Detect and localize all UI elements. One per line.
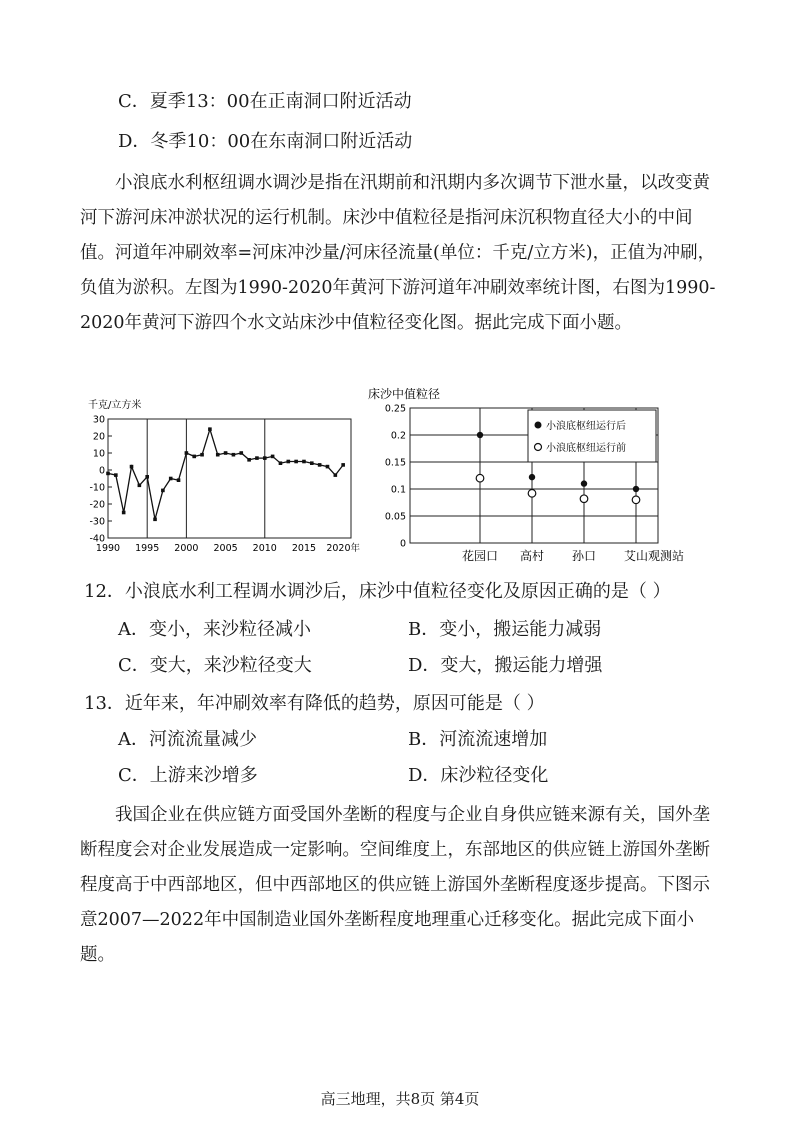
passage-2 [80, 798, 724, 973]
left-data-point [122, 511, 126, 515]
left-data-point [326, 465, 330, 469]
after-operation-point [581, 480, 587, 486]
right-xtick-label: 高村 [519, 549, 545, 563]
left-data-point [302, 460, 306, 464]
q13-option-d[interactable]: D．床沙粒径变化 [408, 765, 549, 786]
left-data-point [192, 455, 196, 459]
left-ytick-label: -40 [89, 533, 105, 545]
question-12-stem: 12．小浪底水利工程调水调沙后，床沙中值粒径变化及原因正确的是（ ） [84, 581, 671, 602]
left-data-point [114, 473, 118, 477]
q13-option-b[interactable]: B．河流流速增加 [408, 729, 548, 750]
left-data-point [318, 463, 322, 467]
q13-option-c[interactable]: C．上游来沙增多 [118, 765, 258, 786]
after-operation-point [633, 486, 639, 492]
right-chart-legend [528, 410, 656, 462]
right-ytick-label: 0.05 [384, 511, 406, 523]
right-ytick-label: 0 [399, 538, 406, 550]
left-data-point [286, 460, 290, 464]
before-operation-point [632, 496, 640, 504]
left-data-point [208, 427, 212, 431]
legend-after-label: 小浪底枢纽运行后 [546, 421, 626, 432]
right-ytick-label: 0.25 [384, 403, 406, 415]
left-xtick-label: 1995 [135, 543, 160, 554]
left-data-point [145, 475, 149, 479]
left-ytick-label: 10 [92, 448, 105, 460]
left-xtick-label: 1990 [95, 543, 121, 554]
q12-option-b[interactable]: B．变小，搬运能力减弱 [408, 619, 602, 640]
left-data-point [271, 455, 275, 459]
left-ytick-label: -30 [89, 516, 105, 528]
passage-1-text: 小浪底水利枢纽调水调沙是指在汛期前和汛期内多次调节下泄水量，以改变黄河下游河床冲淤状况的运行机制。床沙中值粒径是指河床沉积物直径大小的中间值。河道年冲刷效率=河床冲沙量/河床径流量(单位：千克/立方米)，正值为冲刷，负值为淤积。左图为1990-2020年黄河下游河道年冲刷效率统计图，右图为1990-2020年黄河下游四个水文站床沙中值粒径变化图。据此完成下面小题。 [80, 173, 716, 333]
passage-2-text: 我国企业在供应链方面受国外垄断的程度与企业自身供应链来源有关，国外垄断程度会对企业发展造成一定影响。空间维度上，东部地区的供应链上游国外垄断程度高于中西部地区，但中西部地区的供应链上游国外垄断程度逐步提高。下图示意2007—2022年中国制造业国外垄断程度地理重心迁移变化。据此完成下面小题。 [80, 805, 710, 965]
left-chart-series-line [108, 429, 343, 519]
option-c-prev: C．夏季13：00在正南洞口附近活动 [118, 91, 412, 112]
right-xtick-label: 孙口 [571, 549, 597, 563]
right-ytick-label: 0.15 [384, 457, 406, 469]
left-ytick-label: 0 [98, 465, 105, 477]
left-data-point [138, 484, 142, 488]
left-data-point [232, 453, 236, 457]
left-data-point [255, 456, 259, 460]
after-operation-point [529, 474, 535, 480]
q12-option-a[interactable]: A．变小，来沙粒径减小 [118, 619, 311, 640]
after-operation-point [477, 432, 483, 438]
left-ytick-label: 20 [92, 431, 105, 443]
left-data-point [200, 453, 204, 457]
left-data-point [130, 465, 134, 469]
before-operation-point [476, 474, 484, 482]
left-ytick-label: -10 [89, 482, 105, 494]
q12-option-d[interactable]: D．变大，搬运能力增强 [408, 655, 603, 676]
left-chart-frame [108, 419, 351, 538]
left-data-point [334, 473, 338, 477]
left-data-point [263, 456, 267, 460]
left-chart-ylabel: 千克/立方米 [88, 400, 142, 411]
left-data-point [169, 477, 173, 481]
left-xtick-label: 2010 [252, 543, 277, 554]
right-xtick-label: 花园口 [461, 549, 499, 563]
grain-size-chart [366, 384, 696, 574]
left-data-point [185, 451, 189, 455]
left-data-point [310, 461, 314, 465]
before-operation-point [528, 490, 536, 498]
page-footer: 高三地理，共8页 第4页 [320, 1090, 480, 1108]
left-data-point [161, 489, 165, 493]
left-data-point [341, 463, 345, 467]
left-xtick-label: 2000 [174, 543, 199, 554]
left-data-point [106, 472, 110, 476]
q13-option-a[interactable]: A．河流流量减少 [118, 729, 257, 750]
right-chart-xlabel: 观测站 [648, 549, 685, 563]
left-xtick-label: 2005 [213, 543, 238, 554]
before-operation-point [580, 495, 588, 503]
left-xtick-label: 2020年 [326, 543, 361, 554]
left-data-point [239, 451, 243, 455]
left-xtick-label: 2015 [291, 543, 317, 554]
right-xtick-label: 艾山 [623, 549, 649, 563]
q12-option-c[interactable]: C．变大，来沙粒径变大 [118, 655, 312, 676]
legend-after-marker [535, 422, 542, 429]
legend-before-label: 小浪底枢纽运行前 [546, 443, 626, 454]
left-data-point [224, 451, 228, 455]
legend-before-marker [535, 444, 542, 451]
left-data-point [153, 518, 157, 522]
passage-1 [80, 166, 724, 341]
left-ytick-label: 30 [92, 414, 105, 426]
erosion-efficiency-chart [82, 394, 372, 574]
left-data-point [177, 478, 181, 482]
left-data-point [294, 460, 298, 464]
left-data-point [216, 453, 220, 457]
left-data-point [279, 461, 283, 465]
right-ytick-label: 0.1 [390, 484, 406, 496]
option-d-prev: D．冬季10：00在东南洞口附近活动 [118, 131, 413, 152]
left-data-point [247, 458, 251, 462]
question-13-stem: 13．近年来，年冲刷效率有降低的趋势，原因可能是（ ） [84, 693, 545, 714]
left-ytick-label: -20 [89, 499, 105, 511]
right-ytick-label: 0.2 [390, 430, 406, 442]
right-chart-ylabel: 床沙中值粒径 [368, 387, 441, 401]
